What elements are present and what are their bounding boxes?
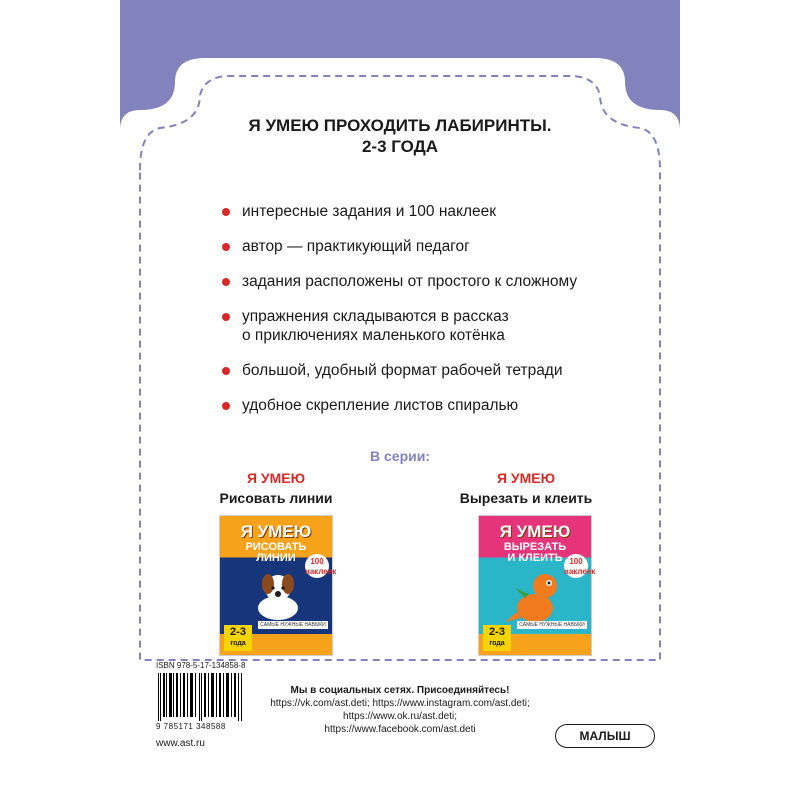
social-link-line1[interactable]: https://vk.com/ast.deti; https://www.instagram.com/ast.deti; bbox=[270, 698, 530, 709]
social-links-block bbox=[250, 684, 550, 736]
cover-2-sticker-badge: 100 наклеек bbox=[564, 554, 588, 578]
cover-1-subtitle: РИСОВАТЬ ЛИНИИ bbox=[245, 541, 307, 564]
book-title-age: 2-3 ГОДА bbox=[361, 137, 439, 156]
book-title-line1: Я УМЕЮ ПРОХОДИТЬ ЛАБИРИНТЫ. bbox=[248, 116, 552, 135]
series-book-2-title: Вырезать и клеить bbox=[459, 490, 593, 506]
bullet-dot bbox=[222, 402, 230, 410]
social-heading: Мы в социальных сетях. Присоединяйтесь! bbox=[290, 685, 510, 696]
isbn-text: ISBN 978-5-17-134858-8 bbox=[156, 661, 246, 670]
bullet-dot bbox=[222, 313, 230, 321]
series-label: В серии: bbox=[370, 448, 430, 464]
dog-icon bbox=[248, 568, 308, 626]
barcode-number: 9 785171 348588 bbox=[156, 722, 226, 731]
dinosaur-icon bbox=[505, 568, 569, 628]
bullet-dot bbox=[222, 243, 230, 251]
series-book-2-brand: Я УМЕЮ bbox=[496, 470, 556, 486]
features-list bbox=[222, 202, 577, 415]
cover-1-sticker-badge: 100 наклеек bbox=[305, 554, 329, 578]
feature-item: задания расположены от простого к сложному bbox=[222, 272, 577, 291]
publisher-logo: МАЛЫШ bbox=[555, 724, 655, 748]
series-book-1-title: Рисовать линии bbox=[219, 490, 333, 506]
feature-item: упражнения складываются в рассказ о приключениях маленького котёнка bbox=[222, 307, 577, 345]
bullet-dot bbox=[222, 367, 230, 375]
cover-1-heading: Я УМЕЮ bbox=[240, 522, 312, 541]
feature-item: большой, удобный формат рабочей тетради bbox=[222, 361, 577, 380]
series-book-1-caption bbox=[176, 470, 376, 506]
series-book-2-cover[interactable] bbox=[478, 515, 596, 656]
bullet-dot bbox=[222, 208, 230, 216]
feature-item: автор — практикующий педагог bbox=[222, 237, 577, 256]
feature-item: интересные задания и 100 наклеек bbox=[222, 202, 577, 221]
series-book-1-cover[interactable] bbox=[219, 515, 337, 656]
series-book-1-brand: Я УМЕЮ bbox=[246, 470, 306, 486]
barcode-icon bbox=[156, 673, 246, 721]
series-book-2-caption bbox=[426, 470, 626, 506]
cover-2-age-badge: 2-3 года bbox=[483, 625, 511, 651]
feature-item: удобное скрепление листов спиралью bbox=[222, 396, 577, 415]
website-link[interactable]: www.ast.ru bbox=[156, 738, 205, 749]
social-link-line3[interactable]: https://www.facebook.com/ast.deti bbox=[324, 724, 476, 735]
bullet-dot bbox=[222, 278, 230, 286]
cover-2-skills-bar: САМЫЕ НУЖНЫЕ НАВЫКИ bbox=[517, 621, 587, 629]
cover-1-age-badge: 2-3 года bbox=[224, 625, 252, 651]
social-link-line2[interactable]: https://www.ok.ru/ast.deti; bbox=[343, 711, 457, 722]
cover-2-heading: Я УМЕЮ bbox=[499, 522, 571, 541]
cover-1-skills-bar: САМЫЕ НУЖНЫЕ НАВЫКИ bbox=[258, 621, 328, 629]
cover-2-subtitle: ВЫРЕЗАТЬ И КЛЕИТЬ bbox=[503, 541, 567, 564]
